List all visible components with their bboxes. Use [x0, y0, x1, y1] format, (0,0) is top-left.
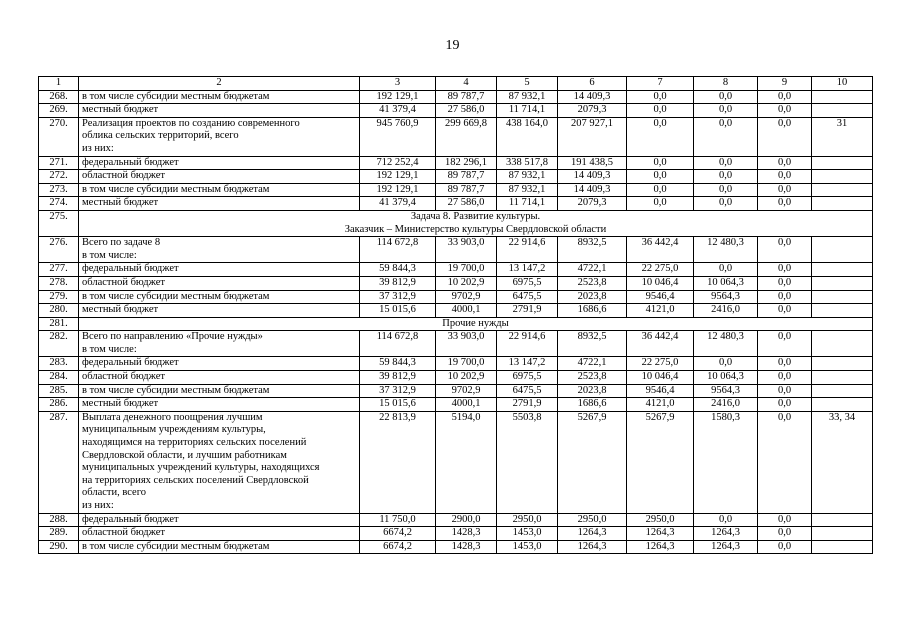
value-cell: 19 700,0: [436, 357, 497, 371]
value-cell: 0,0: [758, 276, 812, 290]
row-description: [79, 156, 360, 170]
description-line: Прочие нужды: [442, 317, 509, 329]
value-cell: 4121,0: [627, 398, 694, 412]
row-description: [79, 331, 360, 357]
value-cell: 87 932,1: [497, 183, 558, 197]
value-cell: 2900,0: [436, 513, 497, 527]
value-cell: 22 275,0: [627, 263, 694, 277]
value-cell: 2791,9: [497, 304, 558, 318]
table-row: [39, 357, 873, 371]
row-number: 290.: [39, 540, 79, 554]
value-cell: 41 379,4: [360, 197, 436, 211]
row-number: 269.: [39, 104, 79, 118]
value-cell: 192 129,1: [360, 183, 436, 197]
row-number: 281.: [39, 317, 79, 331]
value-cell: 22 813,9: [360, 411, 436, 513]
description-line: Выплата денежного поощрения лучшим: [82, 411, 263, 423]
row-description: [79, 527, 360, 541]
description-line: Всего по направлению «Прочие нужды»: [82, 331, 263, 343]
description-line: областной бюджет: [82, 170, 165, 182]
section-title: [79, 210, 873, 236]
value-cell: 13 147,2: [497, 357, 558, 371]
reference-cell: [812, 371, 873, 385]
value-cell: 14 409,3: [558, 90, 627, 104]
row-number: 272.: [39, 170, 79, 184]
header-cell: 4: [436, 77, 497, 91]
description-line: областной бюджет: [82, 276, 165, 288]
value-cell: 9546,4: [627, 290, 694, 304]
table-row: [39, 183, 873, 197]
value-cell: 4000,1: [436, 398, 497, 412]
description-line: Задача 8. Развитие культуры.: [410, 210, 541, 222]
reference-cell: [812, 540, 873, 554]
description-line: в том числе субсидии местным бюджетам: [82, 540, 270, 552]
row-number: 278.: [39, 276, 79, 290]
value-cell: 6475,5: [497, 384, 558, 398]
value-cell: 0,0: [758, 263, 812, 277]
value-cell: 1264,3: [627, 527, 694, 541]
reference-cell: 31: [812, 117, 873, 156]
row-description: [79, 276, 360, 290]
reference-cell: [812, 276, 873, 290]
page-number: 19: [445, 38, 460, 53]
description-line: в том числе субсидии местным бюджетам: [82, 384, 270, 396]
value-cell: 0,0: [627, 197, 694, 211]
value-cell: 0,0: [694, 183, 758, 197]
value-cell: 2791,9: [497, 398, 558, 412]
section-row: [39, 210, 873, 236]
value-cell: 0,0: [758, 527, 812, 541]
value-cell: 4121,0: [627, 304, 694, 318]
description-line: находящимся на территориях сельских поселений: [82, 437, 307, 449]
description-line: областной бюджет: [82, 371, 165, 383]
table-row: [39, 540, 873, 554]
description-line: муниципальных учреждений культуры, находящихся: [82, 462, 320, 474]
description-line: федеральный бюджет: [82, 156, 179, 168]
value-cell: 89 787,7: [436, 90, 497, 104]
value-cell: 1686,6: [558, 304, 627, 318]
value-cell: 22 275,0: [627, 357, 694, 371]
header-row: [39, 77, 873, 91]
section-title: [79, 317, 873, 331]
value-cell: 5194,0: [436, 411, 497, 513]
value-cell: 11 714,1: [497, 104, 558, 118]
header-cell: 2: [79, 77, 360, 91]
row-description: [79, 90, 360, 104]
value-cell: 0,0: [758, 384, 812, 398]
value-cell: 0,0: [627, 183, 694, 197]
table-row: [39, 104, 873, 118]
value-cell: 33 903,0: [436, 237, 497, 263]
reference-cell: 33, 34: [812, 411, 873, 513]
description-line: местный бюджет: [82, 304, 159, 316]
value-cell: 39 812,9: [360, 371, 436, 385]
value-cell: 1453,0: [497, 527, 558, 541]
value-cell: 0,0: [694, 170, 758, 184]
description-line: местный бюджет: [82, 104, 159, 116]
row-description: [79, 384, 360, 398]
value-cell: 0,0: [627, 156, 694, 170]
description-line: местный бюджет: [82, 398, 159, 410]
value-cell: 37 312,9: [360, 384, 436, 398]
row-number: 286.: [39, 398, 79, 412]
row-description: [79, 197, 360, 211]
table-row: [39, 527, 873, 541]
value-cell: 36 442,4: [627, 331, 694, 357]
value-cell: 5267,9: [627, 411, 694, 513]
value-cell: 2523,8: [558, 276, 627, 290]
value-cell: 2023,8: [558, 384, 627, 398]
value-cell: 8932,5: [558, 331, 627, 357]
value-cell: 22 914,6: [497, 237, 558, 263]
row-description: [79, 357, 360, 371]
value-cell: 182 296,1: [436, 156, 497, 170]
value-cell: 1264,3: [558, 540, 627, 554]
value-cell: 191 438,5: [558, 156, 627, 170]
table-row: [39, 197, 873, 211]
value-cell: 39 812,9: [360, 276, 436, 290]
value-cell: 13 147,2: [497, 263, 558, 277]
table-row: [39, 156, 873, 170]
value-cell: 114 672,8: [360, 331, 436, 357]
table-row: [39, 371, 873, 385]
description-line: муниципальным учреждениям культуры,: [82, 424, 266, 436]
row-description: [79, 513, 360, 527]
value-cell: 1264,3: [627, 540, 694, 554]
header-cell: 8: [694, 77, 758, 91]
value-cell: 1264,3: [694, 540, 758, 554]
budget-table: [38, 76, 873, 554]
value-cell: 0,0: [758, 104, 812, 118]
description-line: в том числе:: [82, 343, 137, 355]
table-row: [39, 398, 873, 412]
value-cell: 0,0: [694, 104, 758, 118]
row-number: 273.: [39, 183, 79, 197]
value-cell: 89 787,7: [436, 183, 497, 197]
value-cell: 87 932,1: [497, 90, 558, 104]
value-cell: 0,0: [694, 156, 758, 170]
value-cell: 1580,3: [694, 411, 758, 513]
reference-cell: [812, 183, 873, 197]
table-row: [39, 237, 873, 263]
value-cell: 0,0: [627, 90, 694, 104]
table-row: [39, 90, 873, 104]
description-line: Всего по задаче 8: [82, 237, 161, 249]
description-line: в том числе субсидии местным бюджетам: [82, 290, 270, 302]
table-row: [39, 411, 873, 513]
description-line: федеральный бюджет: [82, 263, 179, 275]
description-line: из них:: [82, 500, 114, 511]
reference-cell: [812, 527, 873, 541]
value-cell: 5503,8: [497, 411, 558, 513]
table-row: [39, 384, 873, 398]
value-cell: 0,0: [758, 411, 812, 513]
row-number: 288.: [39, 513, 79, 527]
value-cell: 0,0: [758, 156, 812, 170]
value-cell: 41 379,4: [360, 104, 436, 118]
value-cell: 19 700,0: [436, 263, 497, 277]
value-cell: 2079,3: [558, 197, 627, 211]
value-cell: 0,0: [758, 183, 812, 197]
reference-cell: [812, 237, 873, 263]
row-description: [79, 104, 360, 118]
header-cell: 3: [360, 77, 436, 91]
value-cell: 6475,5: [497, 290, 558, 304]
value-cell: 0,0: [758, 331, 812, 357]
row-number: 275.: [39, 210, 79, 236]
value-cell: 89 787,7: [436, 170, 497, 184]
value-cell: 0,0: [758, 90, 812, 104]
row-description: [79, 398, 360, 412]
value-cell: 0,0: [694, 90, 758, 104]
description-line: в том числе субсидии местным бюджетам: [82, 183, 270, 195]
value-cell: 27 586,0: [436, 197, 497, 211]
row-number: 284.: [39, 371, 79, 385]
table-row: [39, 331, 873, 357]
value-cell: 0,0: [758, 371, 812, 385]
value-cell: 1264,3: [558, 527, 627, 541]
row-number: 282.: [39, 331, 79, 357]
row-description: [79, 183, 360, 197]
value-cell: 2416,0: [694, 304, 758, 318]
value-cell: 10 202,9: [436, 371, 497, 385]
value-cell: 1428,3: [436, 527, 497, 541]
value-cell: 1686,6: [558, 398, 627, 412]
value-cell: 10 046,4: [627, 371, 694, 385]
description-line: федеральный бюджет: [82, 513, 179, 525]
header-cell: 1: [39, 77, 79, 91]
value-cell: 1428,3: [436, 540, 497, 554]
value-cell: 0,0: [627, 117, 694, 156]
value-cell: 14 409,3: [558, 170, 627, 184]
row-description: [79, 371, 360, 385]
value-cell: 11 750,0: [360, 513, 436, 527]
description-line: Свердловской области, и лучшим работникам: [82, 449, 287, 461]
value-cell: 338 517,8: [497, 156, 558, 170]
description-line: местный бюджет: [82, 197, 159, 209]
description-line: на территориях сельских поселений Свердловской: [82, 474, 309, 486]
description-line: облика сельских территорий, всего: [82, 130, 239, 142]
value-cell: 10 202,9: [436, 276, 497, 290]
header-cell: 7: [627, 77, 694, 91]
value-cell: 9564,3: [694, 290, 758, 304]
value-cell: 0,0: [758, 513, 812, 527]
value-cell: 6975,5: [497, 276, 558, 290]
value-cell: 2079,3: [558, 104, 627, 118]
value-cell: 87 932,1: [497, 170, 558, 184]
value-cell: 6975,5: [497, 371, 558, 385]
value-cell: 207 927,1: [558, 117, 627, 156]
reference-cell: [812, 156, 873, 170]
value-cell: 4000,1: [436, 304, 497, 318]
value-cell: 0,0: [758, 170, 812, 184]
value-cell: 59 844,3: [360, 357, 436, 371]
row-number: 274.: [39, 197, 79, 211]
value-cell: 2523,8: [558, 371, 627, 385]
value-cell: 0,0: [758, 357, 812, 371]
value-cell: 12 480,3: [694, 331, 758, 357]
header-cell: 6: [558, 77, 627, 91]
value-cell: 5267,9: [558, 411, 627, 513]
value-cell: 712 252,4: [360, 156, 436, 170]
value-cell: 59 844,3: [360, 263, 436, 277]
value-cell: 27 586,0: [436, 104, 497, 118]
value-cell: 0,0: [758, 290, 812, 304]
description-line: областной бюджет: [82, 527, 165, 539]
table-row: [39, 263, 873, 277]
row-number: 287.: [39, 411, 79, 513]
reference-cell: [812, 357, 873, 371]
reference-cell: [812, 513, 873, 527]
value-cell: 10 064,3: [694, 371, 758, 385]
row-number: 285.: [39, 384, 79, 398]
value-cell: 22 914,6: [497, 331, 558, 357]
value-cell: 0,0: [627, 170, 694, 184]
reference-cell: [812, 384, 873, 398]
value-cell: 12 480,3: [694, 237, 758, 263]
description-line: области, всего: [82, 487, 146, 499]
reference-cell: [812, 398, 873, 412]
value-cell: 6674,2: [360, 540, 436, 554]
value-cell: 0,0: [694, 263, 758, 277]
table-row: [39, 276, 873, 290]
row-number: 271.: [39, 156, 79, 170]
row-number: 283.: [39, 357, 79, 371]
value-cell: 2023,8: [558, 290, 627, 304]
row-description: [79, 540, 360, 554]
row-number: 270.: [39, 117, 79, 156]
header-cell: 9: [758, 77, 812, 91]
table-row: [39, 304, 873, 318]
description-line: Заказчик – Министерство культуры Свердловской области: [344, 223, 607, 235]
value-cell: 9702,9: [436, 384, 497, 398]
header-cell: 10: [812, 77, 873, 91]
description-line: федеральный бюджет: [82, 357, 179, 369]
value-cell: 0,0: [694, 357, 758, 371]
row-description: [79, 237, 360, 263]
value-cell: 945 760,9: [360, 117, 436, 156]
description-line: Реализация проектов по созданию современного: [82, 117, 300, 129]
value-cell: 6674,2: [360, 527, 436, 541]
value-cell: 0,0: [694, 117, 758, 156]
value-cell: 9564,3: [694, 384, 758, 398]
value-cell: 2950,0: [558, 513, 627, 527]
description-line: в том числе субсидии местным бюджетам: [82, 90, 270, 102]
reference-cell: [812, 170, 873, 184]
value-cell: 0,0: [758, 540, 812, 554]
value-cell: 0,0: [758, 197, 812, 211]
section-row: [39, 317, 873, 331]
value-cell: 9702,9: [436, 290, 497, 304]
value-cell: 4722,1: [558, 263, 627, 277]
value-cell: 0,0: [694, 197, 758, 211]
header-cell: 5: [497, 77, 558, 91]
value-cell: 36 442,4: [627, 237, 694, 263]
reference-cell: [812, 304, 873, 318]
value-cell: 0,0: [694, 513, 758, 527]
value-cell: 2950,0: [497, 513, 558, 527]
row-number: 280.: [39, 304, 79, 318]
row-description: [79, 411, 360, 513]
reference-cell: [812, 104, 873, 118]
table-row: [39, 513, 873, 527]
value-cell: 0,0: [758, 398, 812, 412]
table-row: [39, 290, 873, 304]
value-cell: 11 714,1: [497, 197, 558, 211]
value-cell: 1264,3: [694, 527, 758, 541]
value-cell: 192 129,1: [360, 170, 436, 184]
value-cell: 0,0: [758, 237, 812, 263]
table-body: [39, 77, 873, 554]
value-cell: 0,0: [758, 117, 812, 156]
row-number: 277.: [39, 263, 79, 277]
value-cell: 9546,4: [627, 384, 694, 398]
value-cell: 10 046,4: [627, 276, 694, 290]
row-number: 268.: [39, 90, 79, 104]
description-line: из них:: [82, 142, 114, 154]
row-description: [79, 290, 360, 304]
reference-cell: [812, 331, 873, 357]
reference-cell: [812, 90, 873, 104]
reference-cell: [812, 290, 873, 304]
value-cell: 4722,1: [558, 357, 627, 371]
value-cell: 15 015,6: [360, 398, 436, 412]
value-cell: 192 129,1: [360, 90, 436, 104]
value-cell: 114 672,8: [360, 237, 436, 263]
value-cell: 33 903,0: [436, 331, 497, 357]
row-number: 289.: [39, 527, 79, 541]
value-cell: 10 064,3: [694, 276, 758, 290]
row-description: [79, 304, 360, 318]
table-row: [39, 117, 873, 156]
row-number: 279.: [39, 290, 79, 304]
value-cell: 2950,0: [627, 513, 694, 527]
value-cell: 37 312,9: [360, 290, 436, 304]
value-cell: 438 164,0: [497, 117, 558, 156]
value-cell: 1453,0: [497, 540, 558, 554]
value-cell: 14 409,3: [558, 183, 627, 197]
row-number: 276.: [39, 237, 79, 263]
value-cell: 8932,5: [558, 237, 627, 263]
reference-cell: [812, 197, 873, 211]
value-cell: 15 015,6: [360, 304, 436, 318]
row-description: [79, 170, 360, 184]
row-description: [79, 117, 360, 156]
value-cell: 299 669,8: [436, 117, 497, 156]
value-cell: 2416,0: [694, 398, 758, 412]
value-cell: 0,0: [758, 304, 812, 318]
row-description: [79, 263, 360, 277]
description-line: в том числе:: [82, 249, 137, 261]
table-row: [39, 170, 873, 184]
value-cell: 0,0: [627, 104, 694, 118]
reference-cell: [812, 263, 873, 277]
